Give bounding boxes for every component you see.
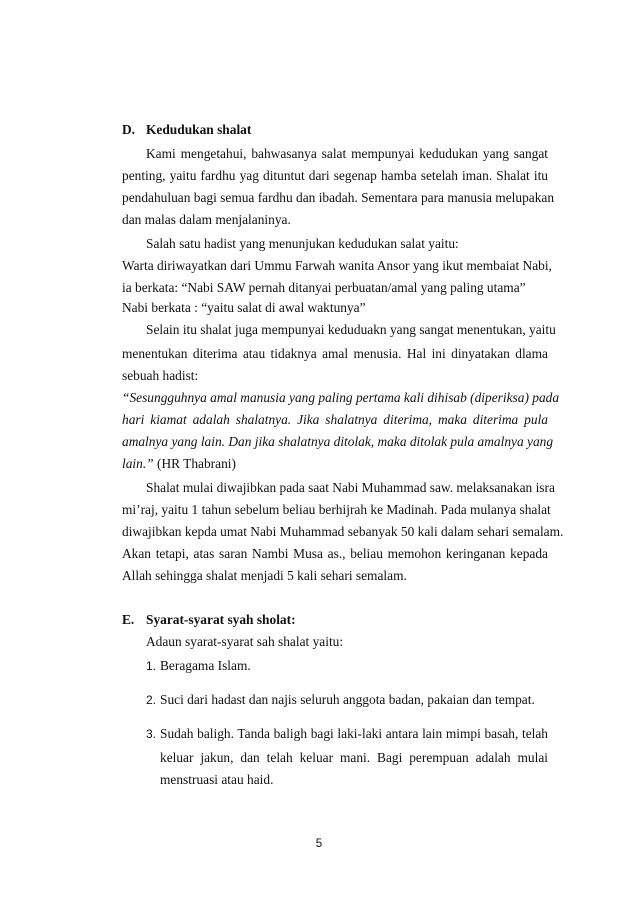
paragraph-line: Nabi berkata : “yaitu salat di awal waktunya”: [122, 300, 366, 315]
paragraph-line: penting, yaitu fardhu yag dituntut dari segenap hamba setelah iman. Shalat itu: [122, 168, 548, 183]
paragraph-line: menentukan diterima atau tidaknya amal menusia. Hal ini dinyatakan dlama: [122, 346, 548, 361]
hadith-quote-line: amalnya yang lain. Dan jika shalatnya ditolak, maka ditolak pula amalnya yang: [122, 434, 554, 449]
paragraph-line: pendahuluan bagi semua fardhu dan ibadah. Sementara para manusia melupakan: [122, 190, 555, 205]
section-d-heading: [122, 122, 251, 138]
hadith-quote-line: hari kiamat adalah shalatnya. Jika shalatnya diterima, maka diterima pula: [122, 412, 548, 427]
hadith-quote-line: “Sesungguhnya amal manusia yang paling pertama kali dihisab (diperiksa) pada: [122, 390, 560, 405]
paragraph-line: mi’raj, yaitu 1 tahun sebelum beliau berhijrah ke Madinah. Pada mulanya shalat: [122, 502, 551, 517]
paragraph-line: Salah satu hadist yang menunjukan kedudukan salat yaitu:: [146, 236, 459, 251]
page-number: 5: [315, 838, 323, 850]
paragraph-line: dan malas dalam menjalaninya.: [122, 212, 291, 227]
paragraph-line: diwajibkan kepda umat Nabi Muhammad sebanyak 50 kali dalam sehari semalam.: [122, 524, 564, 539]
list-item-number: 1.: [146, 659, 157, 673]
paragraph-line: Shalat mulai diwajibkan pada saat Nabi Muhammad saw. melaksanakan isra: [146, 480, 555, 495]
list-item-text: menstruasi atau haid.: [160, 772, 274, 787]
section-e-title: Syarat-syarat syah sholat:: [146, 612, 296, 627]
hadith-quote-end: lain.”: [122, 456, 154, 471]
section-e-heading: [122, 612, 296, 628]
paragraph-line: sebuah hadist:: [122, 368, 199, 383]
paragraph-line: Warta diriwayatkan dari Ummu Farwah wanita Ansor yang ikut membaiat Nabi,: [122, 258, 552, 273]
section-d-number: D.: [122, 122, 136, 137]
list-item-number: 3.: [146, 727, 157, 741]
list-item-text: Sudah baligh. Tanda baligh bagi laki-laki antara lain mimpi basah, telah: [160, 726, 548, 741]
section-e-number: E.: [122, 612, 135, 627]
paragraph-line: Allah sehingga shalat menjadi 5 kali sehari semalam.: [122, 568, 407, 583]
list-item-text: Suci dari hadast dan najis seluruh anggota badan, pakaian dan tempat.: [160, 692, 535, 707]
hadith-source: (HR Thabrani): [153, 456, 236, 471]
paragraph-line: ia berkata: “Nabi SAW pernah ditanyai perbuatan/amal yang paling utama”: [122, 280, 526, 295]
list-item-number: 2.: [146, 693, 157, 707]
paragraph-line: Akan tetapi, atas saran Nambi Musa as., beliau memohon keringanan kepada: [122, 546, 548, 561]
section-e-intro: Adaun syarat-syarat sah shalat yaitu:: [146, 634, 344, 649]
paragraph-line: Selain itu shalat juga mempunyai keduduakn yang sangat menentukan, yaitu: [146, 322, 556, 337]
hadith-quote-end-line: [122, 456, 236, 472]
paragraph-line: Kami mengetahui, bahwasanya salat mempunyai kedudukan yang sangat: [146, 146, 548, 161]
list-item-text: Beragama Islam.: [160, 658, 251, 673]
section-d-title: Kedudukan shalat: [146, 122, 252, 137]
list-item-text: keluar jakun, dan telah keluar mani. Bagi perempuan adalah mulai: [160, 750, 548, 765]
